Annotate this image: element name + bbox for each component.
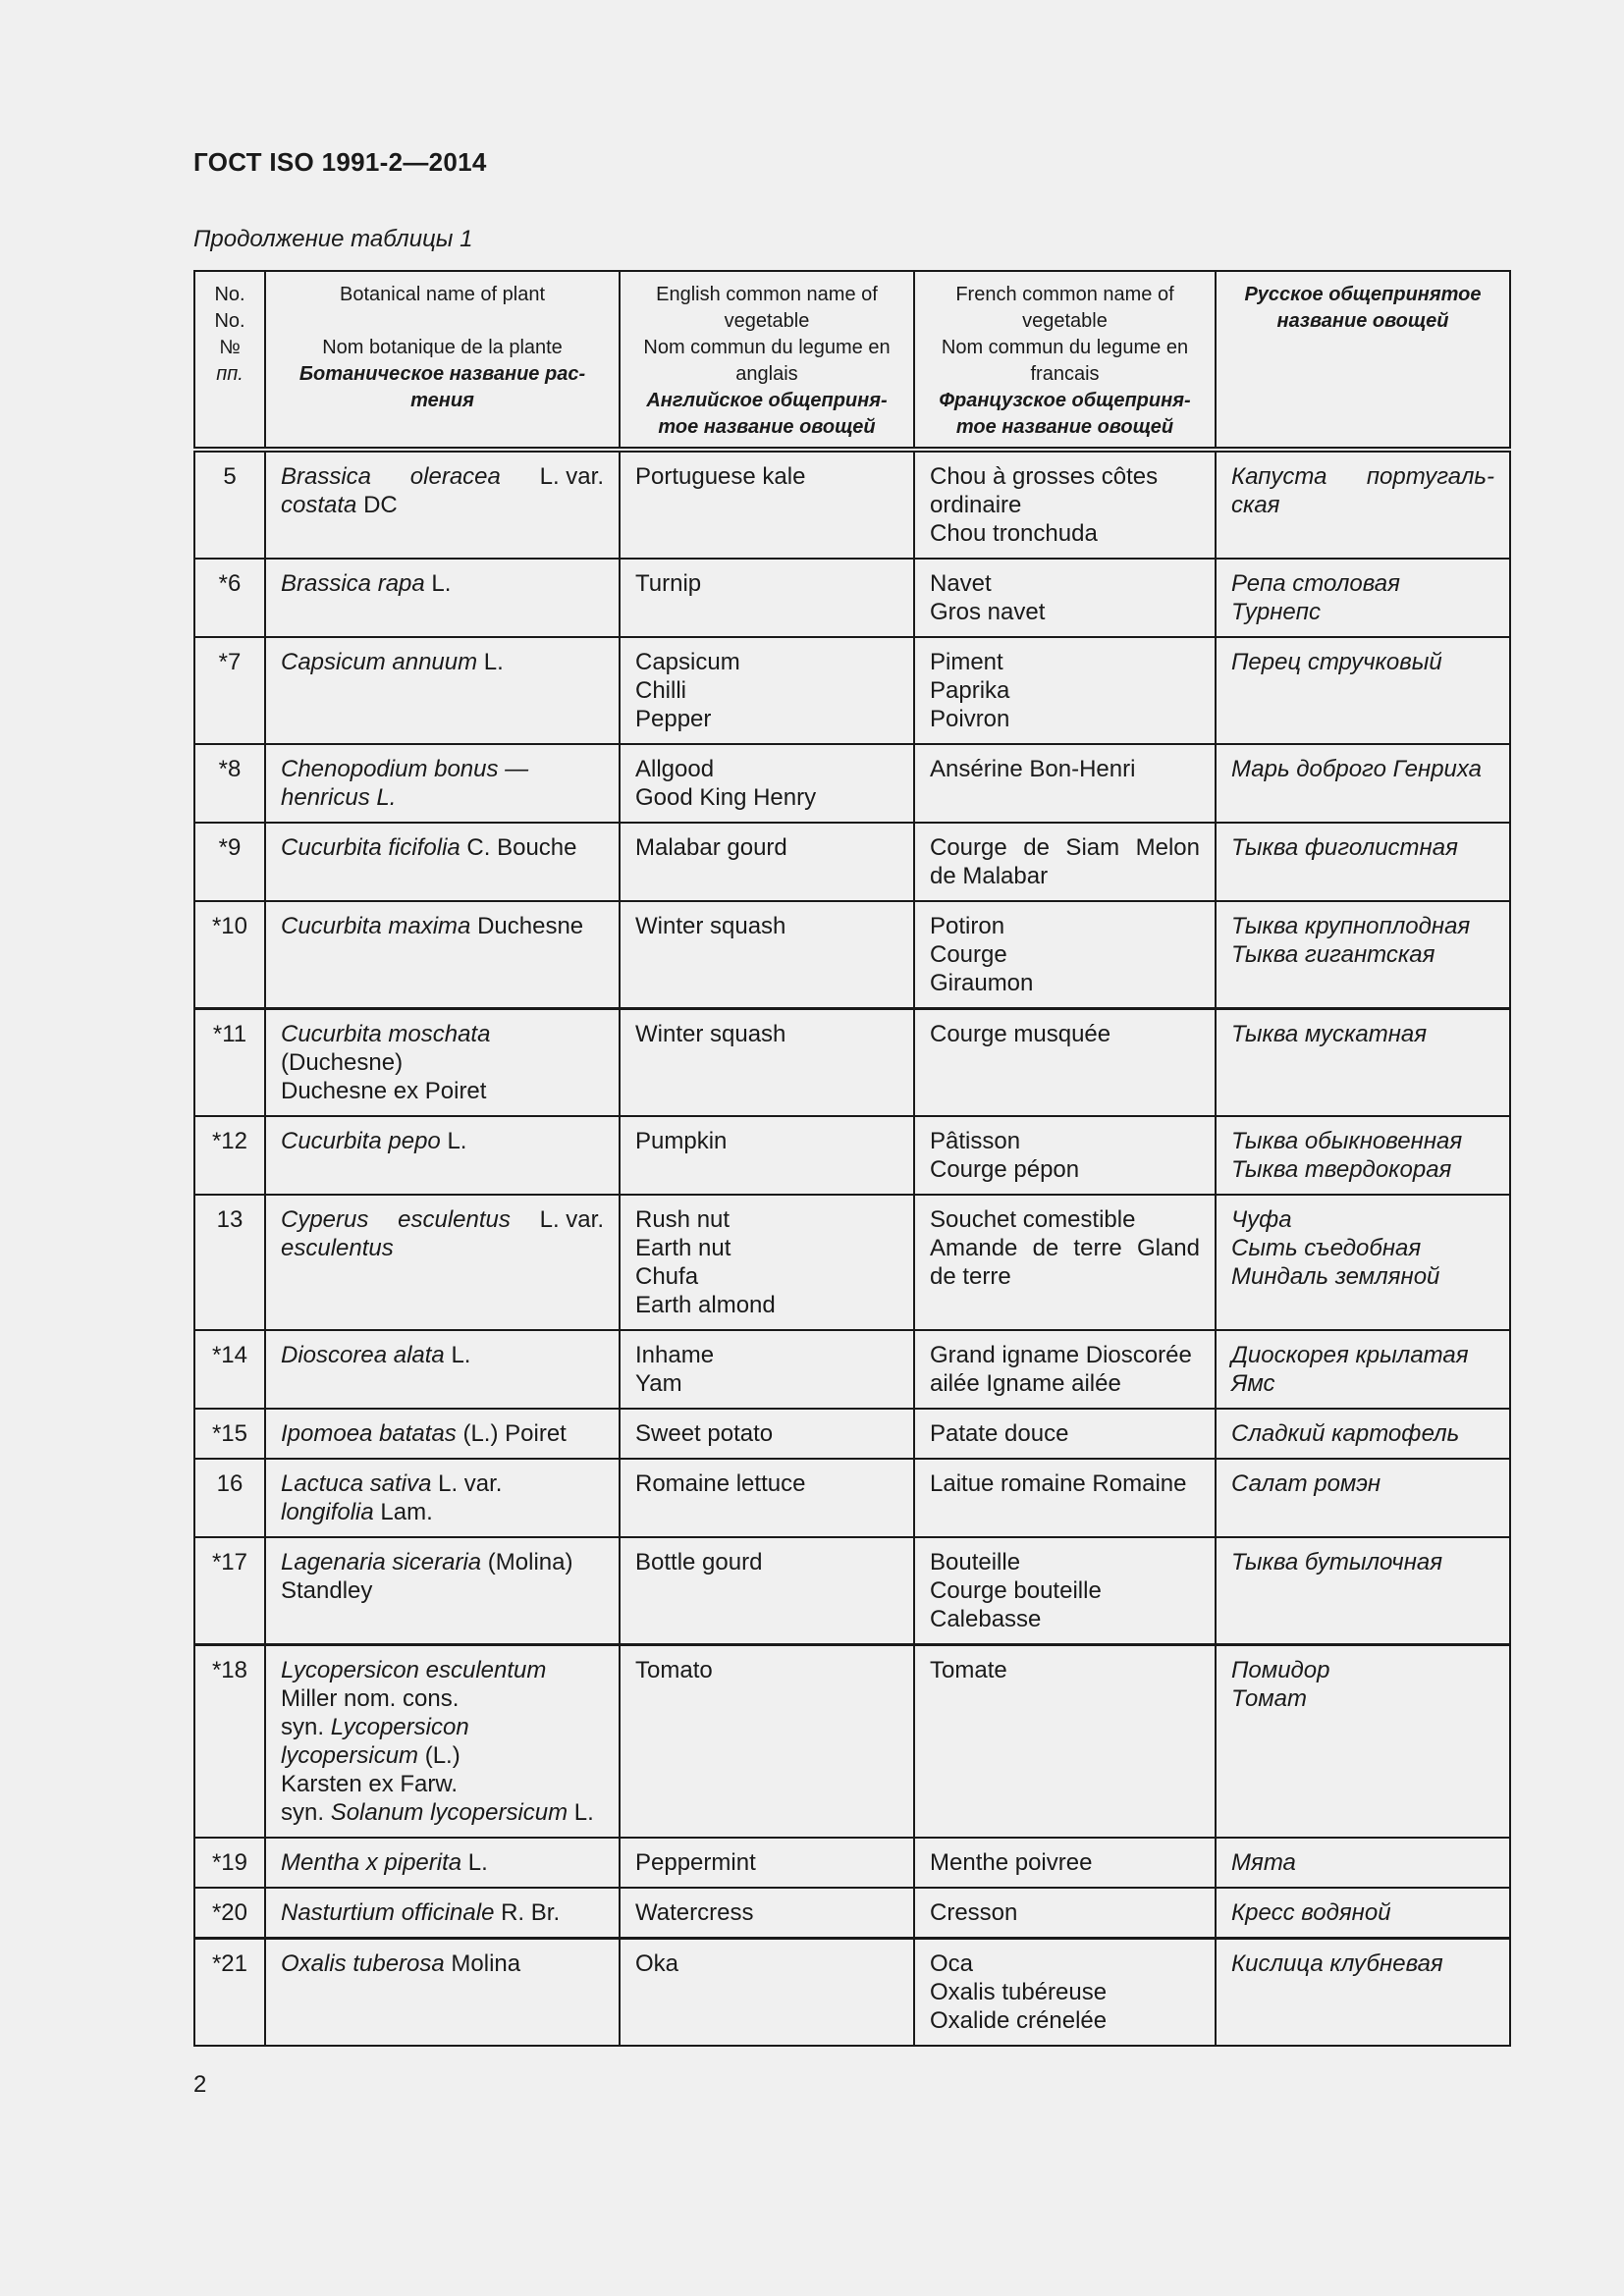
french-name: Pâtisson Courge pépon <box>914 1116 1216 1195</box>
row-number: *15 <box>194 1409 265 1459</box>
row-number: *18 <box>194 1645 265 1839</box>
french-name: Oca Oxalis tubéreuse Oxalide crénelée <box>914 1939 1216 2047</box>
row-number: 5 <box>194 450 265 559</box>
table-row <box>194 1009 1510 1117</box>
russian-name: Диоскорея крылатая Ямс <box>1216 1330 1510 1409</box>
table-row <box>194 1116 1510 1195</box>
french-name: Menthe poivree <box>914 1838 1216 1888</box>
table-row <box>194 1330 1510 1409</box>
table-header-row <box>194 271 1510 450</box>
english-name: Pumpkin <box>620 1116 914 1195</box>
plants-table <box>193 270 1511 2047</box>
french-name: Potiron Courge Giraumon <box>914 901 1216 1009</box>
french-name: Tomate <box>914 1645 1216 1839</box>
document-code: ГОСТ ISO 1991-2—2014 <box>193 147 487 177</box>
row-number: 13 <box>194 1195 265 1330</box>
russian-name: Капуста португаль-ская <box>1216 450 1510 559</box>
table-row <box>194 1939 1510 2047</box>
french-name: Ansérine Bon-Henri <box>914 744 1216 823</box>
table-row <box>194 901 1510 1009</box>
table-row <box>194 744 1510 823</box>
botanical-name: Brassica rapa L. <box>265 559 620 637</box>
row-number: *19 <box>194 1838 265 1888</box>
english-name: Watercress <box>620 1888 914 1939</box>
row-number: *14 <box>194 1330 265 1409</box>
french-name: Cresson <box>914 1888 1216 1939</box>
table-row <box>194 450 1510 559</box>
row-number: *8 <box>194 744 265 823</box>
table-row <box>194 637 1510 744</box>
table-row <box>194 1409 1510 1459</box>
russian-name: Тыква мускатная <box>1216 1009 1510 1117</box>
french-name: Navet Gros navet <box>914 559 1216 637</box>
russian-name: Чуфа Сыть съедобная Миндаль земляной <box>1216 1195 1510 1330</box>
botanical-name: Cucurbita moschata (Duchesne) Duchesne ex Poiret <box>265 1009 620 1117</box>
table-row <box>194 1459 1510 1537</box>
row-number: *11 <box>194 1009 265 1117</box>
botanical-name: Dioscorea alata L. <box>265 1330 620 1409</box>
botanical-name: Capsicum annuum L. <box>265 637 620 744</box>
russian-name: Репа столовая Турнепс <box>1216 559 1510 637</box>
table-row <box>194 1838 1510 1888</box>
english-name: Bottle gourd <box>620 1537 914 1645</box>
english-name: Oka <box>620 1939 914 2047</box>
russian-name: Тыква обыкновенная Тыква твердокорая <box>1216 1116 1510 1195</box>
botanical-name: Chenopodium bonus — henricus L. <box>265 744 620 823</box>
russian-name: Сладкий картофель <box>1216 1409 1510 1459</box>
english-name: Peppermint <box>620 1838 914 1888</box>
english-name: Turnip <box>620 559 914 637</box>
botanical-name: Lactuca sativa L. var. longifolia Lam. <box>265 1459 620 1537</box>
french-name: Piment Paprika Poivron <box>914 637 1216 744</box>
russian-name: Тыква бутылочная <box>1216 1537 1510 1645</box>
botanical-name: Brassica oleracea L. var. costata DC <box>265 450 620 559</box>
russian-name: Мята <box>1216 1838 1510 1888</box>
russian-name: Кресс водяной <box>1216 1888 1510 1939</box>
row-number: *12 <box>194 1116 265 1195</box>
botanical-name: Lagenaria siceraria (Molina) Standley <box>265 1537 620 1645</box>
row-number: *21 <box>194 1939 265 2047</box>
botanical-name: Mentha x piperita L. <box>265 1838 620 1888</box>
header-botanical: Botanical name of plant Nom botanique de la plante Ботаническое название рас-тения <box>265 271 620 450</box>
row-number: *7 <box>194 637 265 744</box>
botanical-name: Cucurbita pepo L. <box>265 1116 620 1195</box>
header-number: No. No. № пп. <box>194 271 265 450</box>
french-name: Laitue romaine Romaine <box>914 1459 1216 1537</box>
botanical-name: Ipomoea batatas (L.) Poiret <box>265 1409 620 1459</box>
table-row <box>194 1645 1510 1839</box>
english-name: Romaine lettuce <box>620 1459 914 1537</box>
botanical-name: Cyperus esculentus L. var. esculentus <box>265 1195 620 1330</box>
botanical-name: Nasturtium officinale R. Br. <box>265 1888 620 1939</box>
french-name: Bouteille Courge bouteille Calebasse <box>914 1537 1216 1645</box>
english-name: Portuguese kale <box>620 450 914 559</box>
russian-name: Помидор Томат <box>1216 1645 1510 1839</box>
english-name: Sweet potato <box>620 1409 914 1459</box>
english-name: Allgood Good King Henry <box>620 744 914 823</box>
row-number: *10 <box>194 901 265 1009</box>
english-name: Tomato <box>620 1645 914 1839</box>
botanical-name: Cucurbita maxima Duchesne <box>265 901 620 1009</box>
page-number: 2 <box>193 2071 207 2098</box>
row-number: *6 <box>194 559 265 637</box>
header-french: French common name of vegetable Nom commun du legume en francais Французское общеприня-тое название овощей <box>914 271 1216 450</box>
table-row <box>194 559 1510 637</box>
table-row <box>194 1888 1510 1939</box>
french-name: Chou à grosses côtes ordinaire Chou tronchuda <box>914 450 1216 559</box>
french-name: Courge musquée <box>914 1009 1216 1117</box>
french-name: Grand igname Dioscorée ailée Igname ailée <box>914 1330 1216 1409</box>
english-name: Winter squash <box>620 901 914 1009</box>
row-number: *9 <box>194 823 265 901</box>
table-row <box>194 1537 1510 1645</box>
english-name: Malabar gourd <box>620 823 914 901</box>
french-name: Patate douce <box>914 1409 1216 1459</box>
row-number: *17 <box>194 1537 265 1645</box>
russian-name: Тыква крупноплодная Тыква гигантская <box>1216 901 1510 1009</box>
row-number: 16 <box>194 1459 265 1537</box>
russian-name: Тыква фиголистная <box>1216 823 1510 901</box>
header-russian: Русское общепринятое название овощей <box>1216 271 1510 450</box>
english-name: Winter squash <box>620 1009 914 1117</box>
botanical-name: Oxalis tuberosa Molina <box>265 1939 620 2047</box>
english-name: Capsicum Chilli Pepper <box>620 637 914 744</box>
table-caption: Продолжение таблицы 1 <box>193 226 473 252</box>
russian-name: Перец стручковый <box>1216 637 1510 744</box>
french-name: Souchet comestible Amande de terre Gland de terre <box>914 1195 1216 1330</box>
french-name: Courge de Siam Melon de Malabar <box>914 823 1216 901</box>
row-number: *20 <box>194 1888 265 1939</box>
botanical-name: Lycopersicon esculentum Miller nom. cons. syn. Lycopersicon lycopersicum (L.) Karsten ex Farw. syn. Solanum lycopersicum L. <box>265 1645 620 1839</box>
russian-name: Марь доброго Генриха <box>1216 744 1510 823</box>
botanical-name: Cucurbita ficifolia C. Bouche <box>265 823 620 901</box>
english-name: Inhame Yam <box>620 1330 914 1409</box>
table-row <box>194 1195 1510 1330</box>
russian-name: Кислица клубневая <box>1216 1939 1510 2047</box>
english-name: Rush nut Earth nut Chufa Earth almond <box>620 1195 914 1330</box>
header-english: English common name of vegetable Nom commun du legume en anglais Английское общеприня-тое название овощей <box>620 271 914 450</box>
russian-name: Салат ромэн <box>1216 1459 1510 1537</box>
table-row <box>194 823 1510 901</box>
